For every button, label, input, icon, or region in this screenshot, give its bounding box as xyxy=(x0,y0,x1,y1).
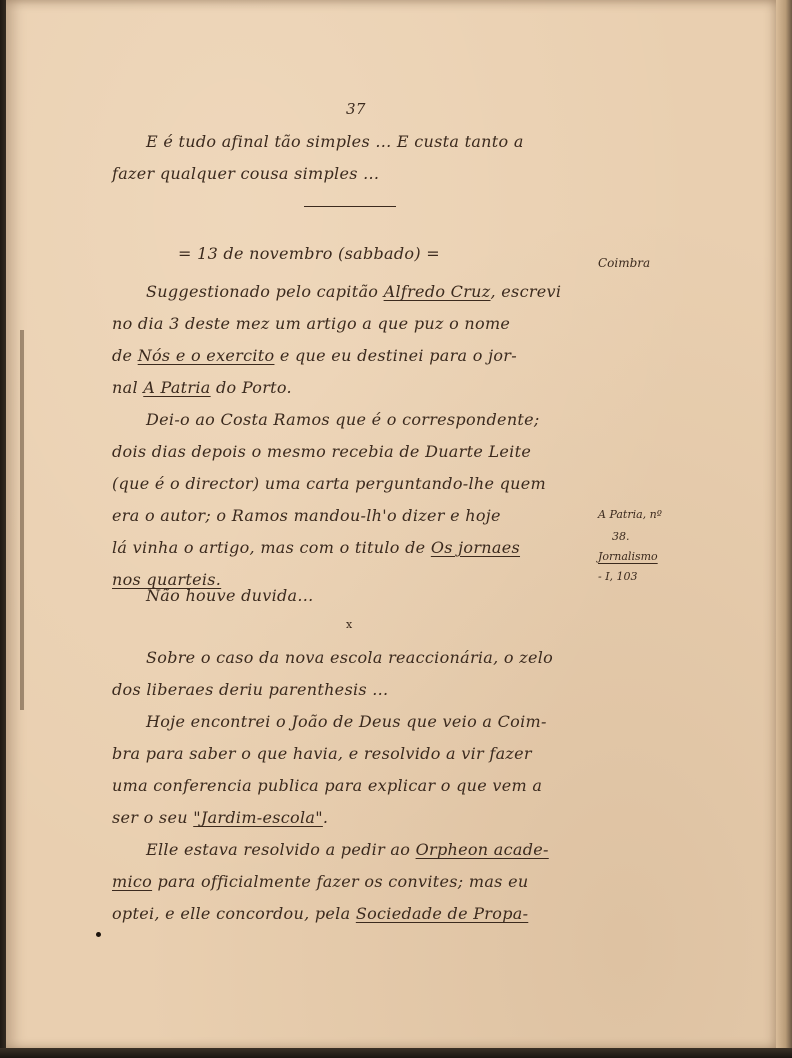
margin-note-jornalismo-ref: - I, 103 xyxy=(598,570,638,583)
text-line-p3: Não houve duvida... xyxy=(146,586,314,605)
orpheon-name: Orpheon acade- xyxy=(415,840,549,859)
margin-note-coimbra: Coimbra xyxy=(598,256,651,270)
text-line-2: fazer qualquer cousa simples ... xyxy=(112,164,380,183)
page-stack-edge xyxy=(776,0,792,1052)
section-rule xyxy=(304,206,396,207)
new-article-title: Os jornaes xyxy=(430,538,521,557)
text-line-p5-3: uma conferencia publica para explicar o que vem a xyxy=(112,776,543,795)
scan-edge-bottom xyxy=(0,1048,792,1058)
sociedade-name: Sociedade de Propa- xyxy=(355,904,529,923)
text-segment: , escrevi xyxy=(490,282,562,301)
text-line-p2-2: dois dias depois o mesmo recebia de Duarte Leite xyxy=(112,442,532,461)
text-line-1: E é tudo afinal tão simples ... E custa tanto a xyxy=(146,132,524,151)
orpheon-name-cont: mico xyxy=(112,872,153,891)
text-line-p5-4 xyxy=(112,808,328,827)
text-line-p1-4 xyxy=(112,378,292,397)
margin-note-jornalismo: Jornalismo xyxy=(598,550,658,563)
text-line-p2-3: (que é o director) uma carta perguntando-lhe quem xyxy=(112,474,547,493)
text-line-p1-3 xyxy=(112,346,517,365)
text-segment: para officialmente fazer os convites; mas eu xyxy=(152,872,529,891)
text-segment: optei, e elle concordou, pela xyxy=(112,904,356,923)
name-alfredo-cruz: Alfredo Cruz xyxy=(383,282,491,301)
text-line-p6-3 xyxy=(112,904,528,923)
text-segment: lá vinha o artigo, mas com o titulo de xyxy=(112,538,431,557)
text-line-p6-2 xyxy=(112,872,528,891)
text-line-p5-2: bra para saber o que havia, e resolvido a vir fazer xyxy=(112,744,532,763)
text-segment: ser o seu xyxy=(112,808,194,827)
article-title: Nós e o exercito xyxy=(137,346,275,365)
manuscript-page xyxy=(6,0,780,1050)
text-segment: . xyxy=(322,808,329,827)
text-line-p2-6: nos quarteis. xyxy=(112,570,222,589)
text-line-p2-4: era o autor; o Ramos mandou-lh'o dizer e hoje xyxy=(112,506,501,525)
text-line-p5-1: Hoje encontrei o João de Deus que veio a Coim- xyxy=(146,712,547,731)
text-segment: de xyxy=(112,346,138,365)
text-line-p2-1: Dei-o ao Costa Ramos que é o correspondente; xyxy=(146,410,540,429)
newspaper-name: A Patria xyxy=(143,378,211,397)
text-segment: Suggestionado pelo capitão xyxy=(146,282,384,301)
jardim-escola-title: "Jardim-escola" xyxy=(193,808,323,827)
text-line-p6-1 xyxy=(146,840,549,859)
date-heading: = 13 de novembro (sabbado) = xyxy=(178,244,440,263)
page-number: 37 xyxy=(346,100,366,118)
ink-dot xyxy=(96,932,101,937)
text-segment: Elle estava resolvido a pedir ao xyxy=(146,840,416,859)
text-segment: nal xyxy=(112,378,144,397)
text-segment: do Porto. xyxy=(210,378,292,397)
text-line-p4-2: dos liberaes deriu parenthesis ... xyxy=(112,680,389,699)
text-line-p1-2: no dia 3 deste mez um artigo a que puz o nome xyxy=(112,314,511,333)
text-line-p1-1 xyxy=(146,282,561,301)
binding-shadow xyxy=(20,330,24,710)
text-segment: e que eu destinei para o jor- xyxy=(274,346,517,365)
margin-note-patria-number: 38. xyxy=(612,530,630,543)
margin-note-patria: A Patria, nº xyxy=(598,508,662,521)
separator-mark: x xyxy=(346,618,353,631)
text-line-p4-1: Sobre o caso da nova escola reaccionária, o zelo xyxy=(146,648,554,667)
text-line-p2-5 xyxy=(112,538,520,557)
